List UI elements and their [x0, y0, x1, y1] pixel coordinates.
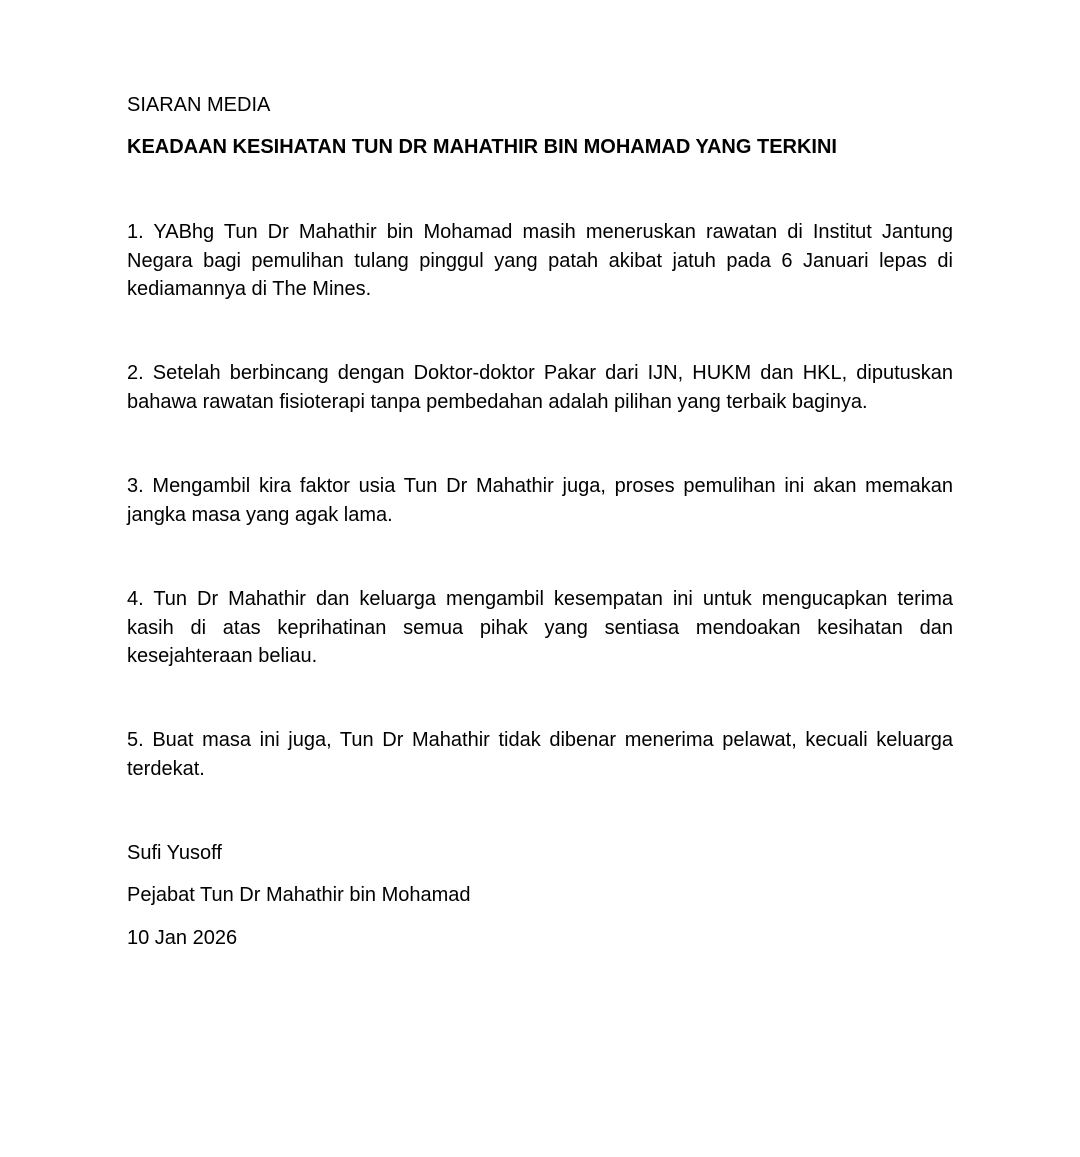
- document-title: KEADAAN KESIHATAN TUN DR MAHATHIR BIN MOHAMAD YANG TERKINI: [127, 136, 837, 158]
- paragraph-5: 5. Buat masa ini juga, Tun Dr Mahathir tidak dibenar menerima pelawat, kecuali keluarga terdekat.: [127, 729, 953, 780]
- paragraph-2: 2. Setelah berbincang dengan Doktor-doktor Pakar dari IJN, HUKM dan HKL, diputuskan bahawa rawatan fisioterapi tanpa pembedahan adalah pilihan yang terbaik baginya.: [127, 362, 953, 413]
- document-kicker: SIARAN MEDIA: [127, 94, 271, 116]
- paragraph-3: 3. Mengambil kira faktor usia Tun Dr Mahathir juga, proses pemulihan ini akan memakan jangka masa yang agak lama.: [127, 475, 953, 526]
- signatory-office: Pejabat Tun Dr Mahathir bin Mohamad: [127, 884, 471, 906]
- paragraph-1: 1. YABhg Tun Dr Mahathir bin Mohamad masih meneruskan rawatan di Institut Jantung Negara bagi pemulihan tulang pinggul yang patah akibat jatuh pada 6 Januari lepas di kediamannya di The Mines.: [127, 221, 953, 300]
- signatory-name: Sufi Yusoff: [127, 842, 222, 864]
- release-date: 10 Jan 2026: [127, 927, 238, 949]
- paragraph-4: 4. Tun Dr Mahathir dan keluarga mengambil kesempatan ini untuk mengucapkan terima kasih di atas keprihatinan semua pihak yang sentiasa mendoakan kesihatan dan kesejahteraan beliau.: [127, 588, 953, 667]
